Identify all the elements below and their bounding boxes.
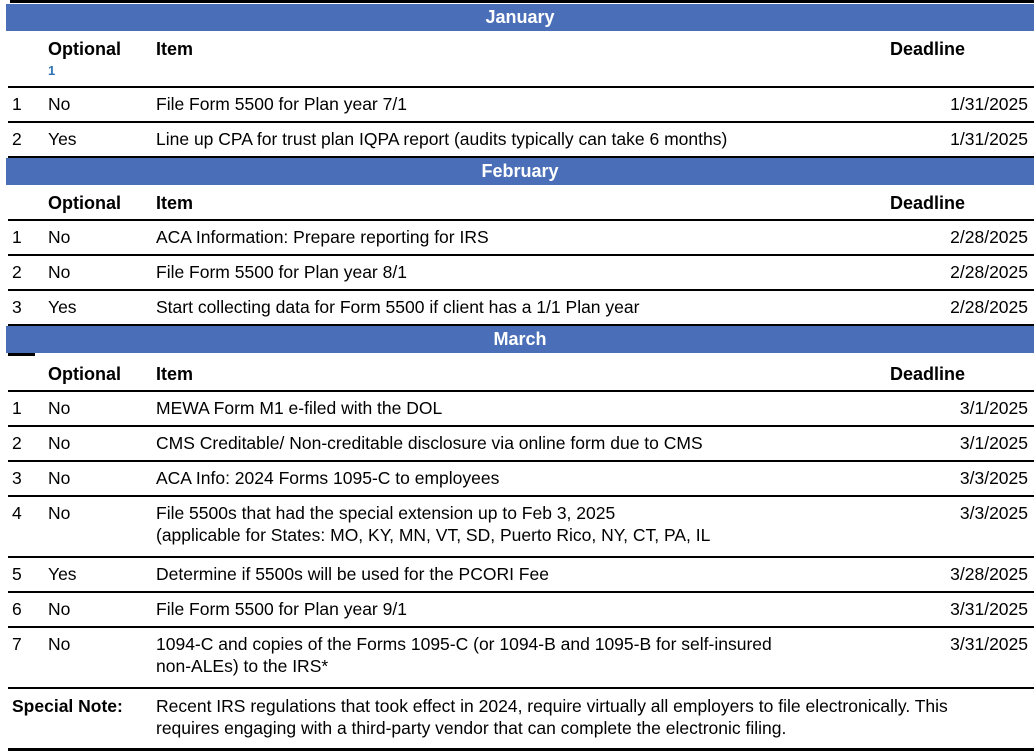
optional-value: No — [48, 227, 71, 247]
optional-value: No — [48, 634, 71, 654]
table-row — [8, 255, 1034, 290]
deadline-value: 3/3/2025 — [959, 468, 1028, 488]
item-text: ACA Info: 2024 Forms 1095-C to employees — [156, 468, 500, 488]
item-text: Line up CPA for trust plan IQPA report (audits typically can take 6 months) — [156, 129, 728, 149]
optional-footnote-marker: 1 — [48, 63, 56, 78]
optional-value: No — [48, 599, 71, 619]
optional-value: No — [48, 468, 71, 488]
deadline-value: 3/31/2025 — [950, 634, 1028, 654]
january-section-table — [8, 31, 1034, 158]
row-number: 3 — [12, 297, 22, 317]
item-text-line2: non-ALEs) to the IRS* — [156, 656, 329, 676]
deadline-value: 1/31/2025 — [950, 94, 1028, 114]
month-header-january: January — [6, 4, 1034, 31]
deadline-value: 3/1/2025 — [959, 398, 1028, 418]
optional-value: Yes — [48, 564, 77, 584]
optional-value: No — [48, 433, 71, 453]
optional-value: No — [48, 262, 71, 282]
special-note-row — [8, 688, 1034, 750]
top-border-line — [10, 0, 1034, 3]
table-row — [8, 391, 1034, 426]
item-text-line1: 1094-C and copies of the Forms 1095-C (or 1094-B and 1095-B for self-insured — [156, 634, 772, 654]
special-note-text — [150, 688, 1034, 750]
col-header-deadline: Deadline — [884, 185, 1034, 220]
row-number: 1 — [12, 398, 22, 418]
col-header-deadline: Deadline — [884, 31, 1034, 87]
special-note-line1: Recent IRS regulations that took effect in 2024, require virtually all employers to file electronically. This — [156, 696, 948, 716]
item-text: Start collecting data for Form 5500 if client has a 1/1 Plan year — [156, 297, 640, 317]
column-header-row — [8, 356, 1034, 391]
row-number: 1 — [12, 227, 22, 247]
row-number: 6 — [12, 599, 22, 619]
row-number: 5 — [12, 564, 22, 584]
row-number: 3 — [12, 468, 22, 488]
deadline-value: 2/28/2025 — [950, 297, 1028, 317]
march-section-table — [8, 356, 1034, 751]
item-text: CMS Creditable/ Non-creditable disclosure via online form due to CMS — [156, 433, 703, 453]
optional-value: No — [48, 398, 71, 418]
col-header-optional: Optional — [46, 356, 150, 391]
item-text-line1: File 5500s that had the special extension up to Feb 3, 2025 — [156, 503, 616, 523]
item-text: Determine if 5500s will be used for the PCORI Fee — [156, 564, 549, 584]
row-number: 2 — [12, 129, 22, 149]
item-text: ACA Information: Prepare reporting for IRS — [156, 227, 489, 247]
row-number: 2 — [12, 433, 22, 453]
row-number: 7 — [12, 634, 22, 654]
optional-value: Yes — [48, 129, 77, 149]
table-row — [8, 461, 1034, 496]
table-row — [8, 592, 1034, 627]
row-number-header — [8, 356, 46, 391]
optional-value: Yes — [48, 297, 77, 317]
month-header-march: March — [6, 326, 1034, 353]
table-row — [8, 122, 1034, 157]
optional-value: No — [48, 503, 71, 523]
row-number: 4 — [12, 503, 22, 523]
col-header-deadline: Deadline — [884, 356, 1034, 391]
table-row — [8, 426, 1034, 461]
row-number-header — [8, 185, 46, 220]
row-number-header — [8, 31, 46, 87]
col-header-item: Item — [150, 185, 884, 220]
col-header-optional — [46, 31, 150, 87]
special-note-label: Special Note: — [12, 696, 123, 716]
col-header-optional: Optional — [46, 185, 150, 220]
item-text — [150, 627, 884, 688]
deadline-value: 3/1/2025 — [959, 433, 1028, 453]
item-text: File Form 5500 for Plan year 9/1 — [156, 599, 407, 619]
deadline-value: 3/31/2025 — [950, 599, 1028, 619]
deadline-value: 2/28/2025 — [950, 262, 1028, 282]
table-row — [8, 87, 1034, 122]
table-row — [8, 557, 1034, 592]
deadline-value: 1/31/2025 — [950, 129, 1028, 149]
item-text: File Form 5500 for Plan year 8/1 — [156, 262, 407, 282]
february-section-table — [8, 185, 1034, 326]
optional-header-label: Optional — [48, 39, 121, 59]
table-row — [8, 496, 1034, 557]
row-number: 2 — [12, 262, 22, 282]
table-row — [8, 290, 1034, 325]
special-note-line2: requires engaging with a third-party vendor that can complete the electronic filing. — [156, 718, 787, 738]
item-text: MEWA Form M1 e-filed with the DOL — [156, 398, 443, 418]
deadline-value: 2/28/2025 — [950, 227, 1028, 247]
deadline-value: 3/3/2025 — [959, 503, 1028, 523]
deadline-value: 3/28/2025 — [950, 564, 1028, 584]
table-row — [8, 220, 1034, 255]
optional-value: No — [48, 94, 71, 114]
item-text: File Form 5500 for Plan year 7/1 — [156, 94, 407, 114]
item-text — [150, 496, 884, 557]
item-text-line2: (applicable for States: MO, KY, MN, VT, SD, Puerto Rico, NY, CT, PA, IL — [156, 525, 711, 545]
col-header-item: Item — [150, 31, 884, 87]
table-row — [8, 627, 1034, 688]
column-header-row — [8, 31, 1034, 87]
col-header-item: Item — [150, 356, 884, 391]
column-header-row — [8, 185, 1034, 220]
month-header-february: February — [6, 158, 1034, 185]
row-number: 1 — [12, 94, 22, 114]
